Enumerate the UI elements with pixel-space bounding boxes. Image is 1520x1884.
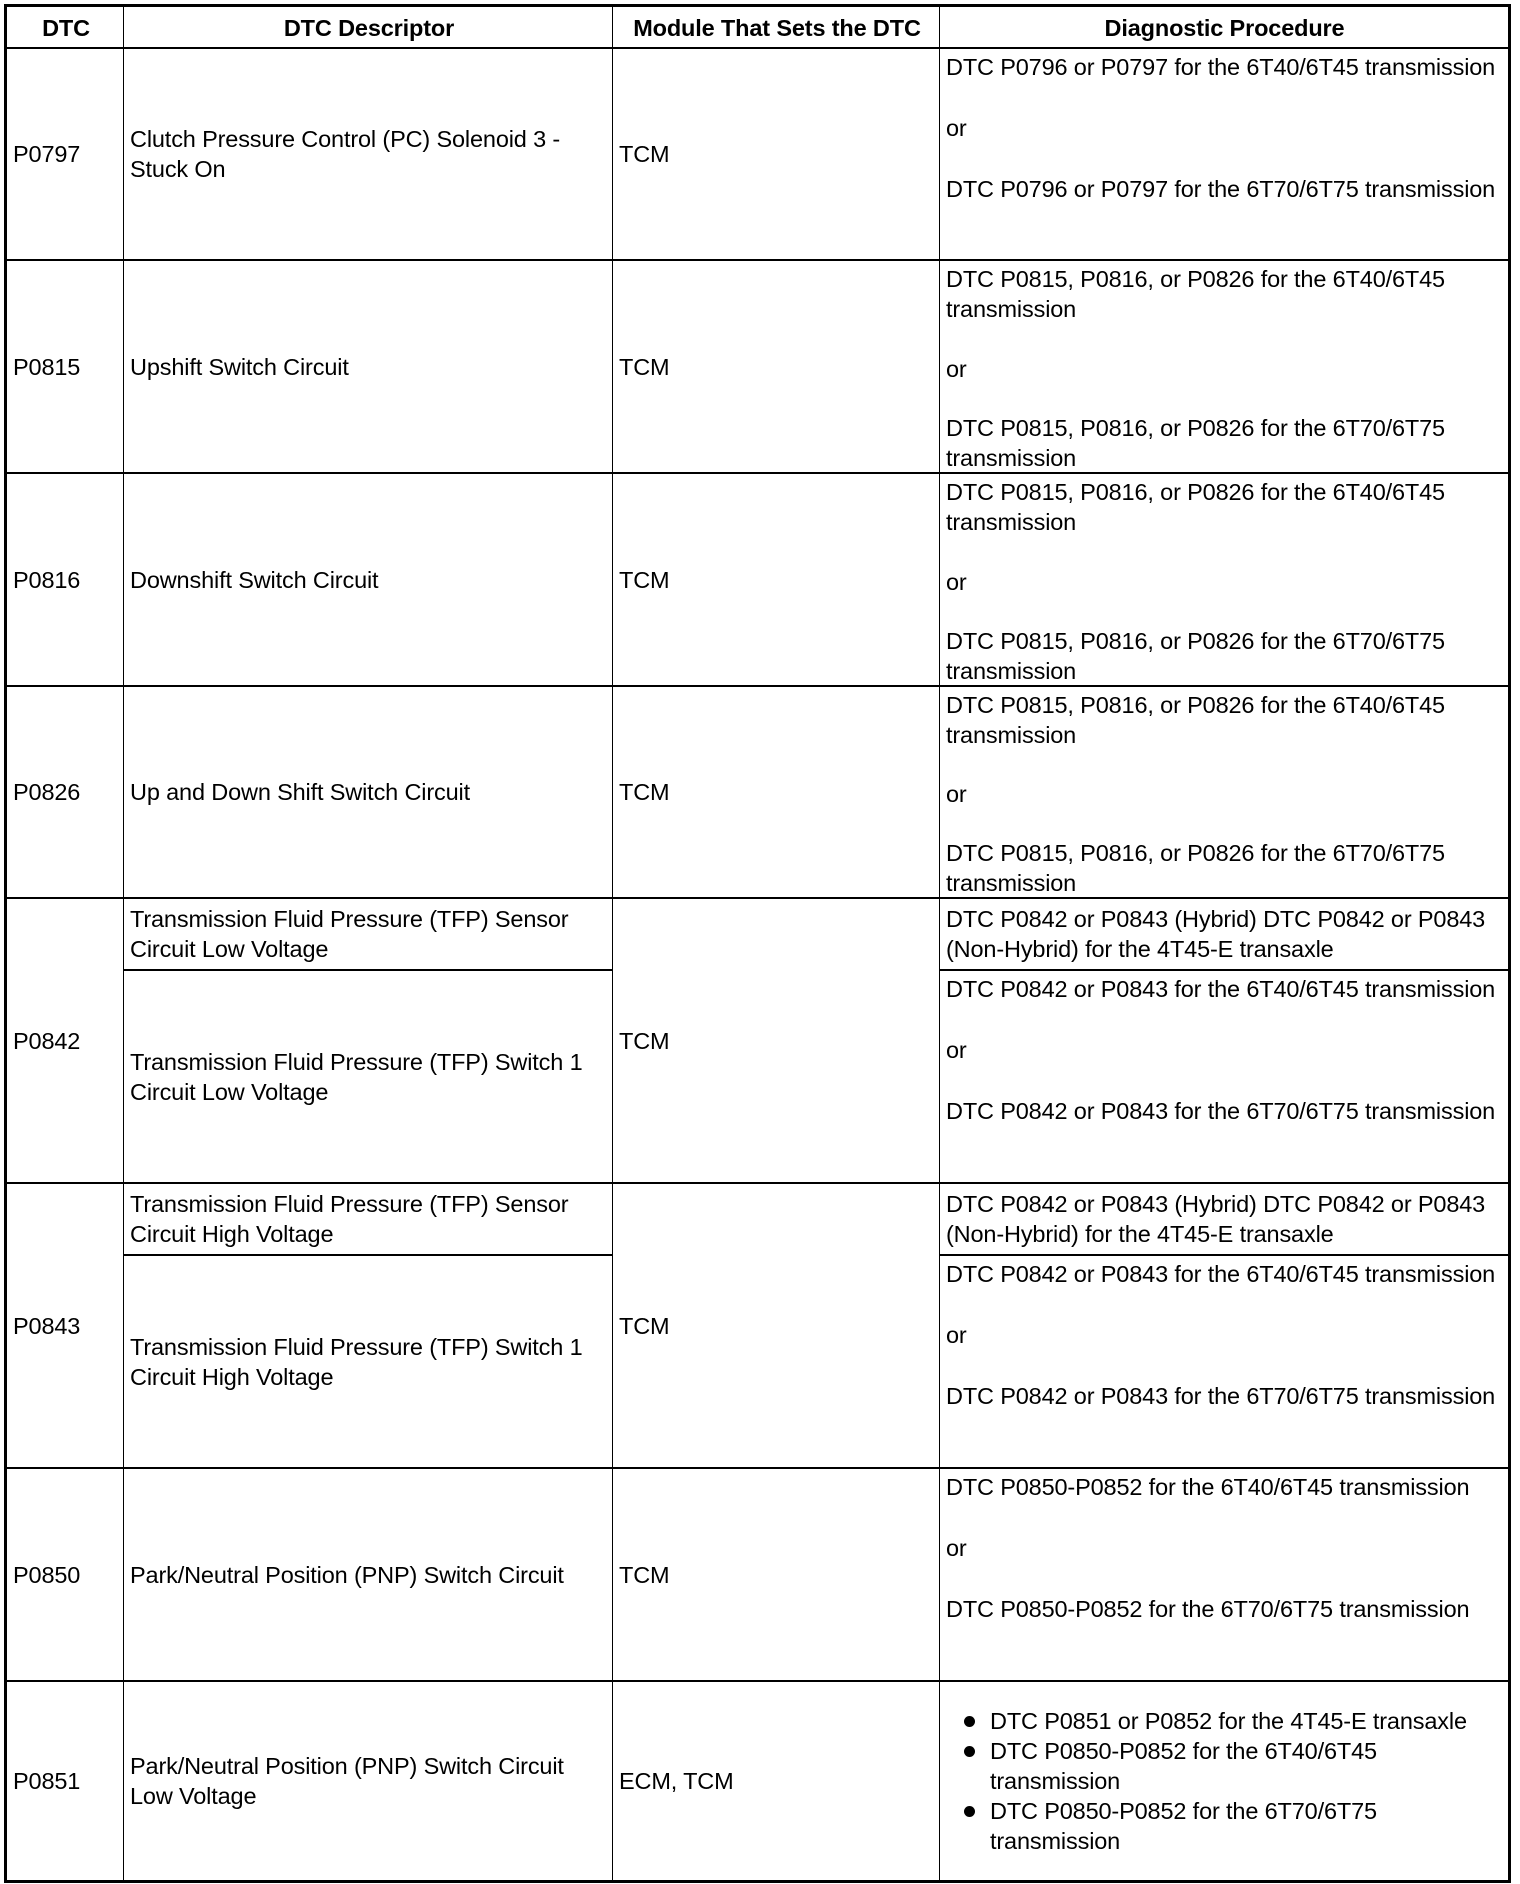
descriptor-cell — [124, 686, 613, 898]
or-separator: or — [946, 568, 967, 595]
paragraph-gap — [946, 1065, 1503, 1096]
bullet-icon — [964, 1716, 975, 1727]
procedure-link[interactable]: DTC P0815, P0816, or P0826 for the 6T40/6T45 transmission — [946, 692, 1445, 748]
procedure-link[interactable]: DTC P0796 or P0797 for the 6T70/6T75 transmission — [946, 176, 1496, 202]
module-name: TCM — [619, 1312, 670, 1339]
header-label: DTC Descriptor — [283, 14, 455, 41]
descriptor-cell — [124, 1681, 613, 1880]
descriptor-cell — [124, 970, 613, 1183]
procedure-link[interactable]: DTC P0851 or P0852 for the 4T45-E transaxle — [990, 1707, 1467, 1734]
or-separator: or — [946, 115, 967, 141]
header-label: Diagnostic Procedure — [1104, 14, 1345, 41]
dtc-code: P0842 — [13, 1027, 81, 1054]
descriptor-cell — [124, 1468, 613, 1681]
dtc-descriptor: Transmission Fluid Pressure (TFP) Switch 1 Circuit Low Voltage — [130, 1048, 583, 1105]
procedure-link[interactable]: DTC P0842 or P0843 (Hybrid) DTC P0842 or P0843 (Non-Hybrid) for the 4T45-E transaxle — [946, 1191, 1486, 1247]
module-cell — [613, 473, 940, 686]
header-label: DTC — [42, 14, 90, 41]
or-separator: or — [946, 1322, 967, 1348]
procedure-link[interactable]: DTC P0815, P0816, or P0826 for the 6T70/6T75 transmission — [946, 840, 1445, 896]
descriptor-cell — [124, 48, 613, 260]
dtc-descriptor: Park/Neutral Position (PNP) Switch Circuit — [130, 1561, 564, 1588]
dtc-code: P0851 — [13, 1767, 81, 1794]
header-descriptor — [124, 7, 613, 48]
module-cell — [613, 898, 940, 1183]
procedure-cell — [940, 48, 1508, 260]
procedure-link[interactable]: DTC P0815, P0816, or P0826 for the 6T40/6T45 transmission — [946, 479, 1445, 535]
dtc-code: P0850 — [13, 1561, 81, 1588]
procedure-link[interactable]: DTC P0850-P0852 for the 6T70/6T75 transmission — [990, 1797, 1377, 1854]
procedure-link[interactable]: DTC P0842 or P0843 for the 6T70/6T75 transmission — [946, 1383, 1496, 1409]
dtc-code-cell — [7, 473, 124, 686]
paragraph-gap — [946, 537, 1503, 567]
dtc-code: P0815 — [13, 353, 81, 380]
header-module — [613, 7, 940, 48]
dtc-descriptor: Transmission Fluid Pressure (TFP) Sensor Circuit High Voltage — [130, 1191, 569, 1247]
module-name: TCM — [619, 1027, 670, 1054]
dtc-descriptor: Transmission Fluid Pressure (TFP) Sensor Circuit Low Voltage — [130, 906, 569, 962]
dtc-descriptor: Up and Down Shift Switch Circuit — [130, 779, 471, 805]
procedure-link[interactable]: DTC P0796 or P0797 for the 6T40/6T45 transmission — [946, 54, 1496, 80]
procedure-cell — [940, 1255, 1508, 1468]
dtc-code-cell — [7, 686, 124, 898]
procedure-cell — [940, 898, 1508, 970]
descriptor-cell — [124, 898, 613, 970]
or-separator: or — [946, 355, 967, 382]
procedure-list-item — [946, 1796, 1503, 1856]
dtc-descriptor: Park/Neutral Position (PNP) Switch Circuit Low Voltage — [130, 1752, 564, 1809]
procedure-link[interactable]: DTC P0815, P0816, or P0826 for the 6T70/6T75 transmission — [946, 628, 1445, 684]
paragraph-gap — [946, 1289, 1503, 1320]
dtc-code: P0826 — [13, 779, 81, 805]
procedure-cell — [940, 1468, 1508, 1681]
procedure-link[interactable]: DTC P0842 or P0843 for the 6T40/6T45 transmission — [946, 976, 1496, 1002]
procedure-link[interactable]: DTC P0842 or P0843 for the 6T70/6T75 transmission — [946, 1098, 1496, 1124]
procedure-link[interactable]: DTC P0842 or P0843 (Hybrid) DTC P0842 or P0843 (Non-Hybrid) for the 4T45-E transaxle — [946, 906, 1486, 962]
module-cell — [613, 1681, 940, 1880]
dtc-table — [4, 4, 1511, 1883]
procedure-cell — [940, 970, 1508, 1183]
module-name: TCM — [619, 141, 670, 167]
paragraph-gap — [946, 143, 1503, 174]
descriptor-cell — [124, 1255, 613, 1468]
header-procedure — [940, 7, 1508, 48]
dtc-code-cell — [7, 48, 124, 260]
dtc-descriptor: Downshift Switch Circuit — [130, 566, 379, 593]
module-cell — [613, 1468, 940, 1681]
bullet-icon — [964, 1746, 975, 1757]
descriptor-cell — [124, 473, 613, 686]
or-separator: or — [946, 781, 967, 807]
module-cell — [613, 260, 940, 473]
bullet-icon — [964, 1806, 975, 1817]
paragraph-gap — [946, 82, 1503, 113]
header-dtc — [7, 7, 124, 48]
descriptor-cell — [124, 1183, 613, 1255]
paragraph-gap — [946, 1350, 1503, 1381]
sub-row-divider — [124, 969, 613, 971]
paragraph-gap — [946, 1502, 1503, 1533]
procedure-cell — [940, 260, 1508, 473]
or-separator: or — [946, 1535, 967, 1561]
procedure-list — [946, 1706, 1503, 1856]
module-name: TCM — [619, 566, 670, 593]
module-cell — [613, 48, 940, 260]
dtc-code-cell — [7, 260, 124, 473]
procedure-link[interactable]: DTC P0850-P0852 for the 6T70/6T75 transmission — [946, 1596, 1470, 1622]
procedure-link[interactable]: DTC P0842 or P0843 for the 6T40/6T45 transmission — [946, 1261, 1496, 1287]
dtc-descriptor: Clutch Pressure Control (PC) Solenoid 3 - Stuck On — [130, 126, 561, 182]
module-cell — [613, 1183, 940, 1468]
module-name: ECM, TCM — [619, 1767, 734, 1794]
or-separator: or — [946, 1037, 967, 1063]
module-name: TCM — [619, 353, 670, 380]
paragraph-gap — [946, 750, 1503, 779]
dtc-descriptor: Upshift Switch Circuit — [130, 353, 349, 380]
module-name: TCM — [619, 779, 670, 805]
procedure-list-item — [946, 1706, 1503, 1736]
dtc-code: P0797 — [13, 141, 81, 167]
descriptor-cell — [124, 260, 613, 473]
dtc-descriptor: Transmission Fluid Pressure (TFP) Switch 1 Circuit High Voltage — [130, 1333, 583, 1390]
procedure-cell — [940, 1183, 1508, 1255]
procedure-cell — [940, 686, 1508, 898]
procedure-link[interactable]: DTC P0850-P0852 for the 6T40/6T45 transmission — [990, 1737, 1377, 1794]
sub-row-divider — [124, 1254, 613, 1256]
dtc-code-cell — [7, 1183, 124, 1468]
paragraph-gap — [946, 597, 1503, 627]
dtc-code-cell — [7, 1468, 124, 1681]
paragraph-gap — [946, 1004, 1503, 1035]
dtc-code-cell — [7, 1681, 124, 1880]
dtc-code: P0816 — [13, 566, 81, 593]
paragraph-gap — [946, 809, 1503, 838]
paragraph-gap — [946, 1563, 1503, 1594]
procedure-link[interactable]: DTC P0850-P0852 for the 6T40/6T45 transmission — [946, 1474, 1470, 1500]
paragraph-gap — [946, 384, 1503, 414]
procedure-cell — [940, 1681, 1508, 1880]
module-name: TCM — [619, 1561, 670, 1588]
procedure-list-item — [946, 1736, 1503, 1796]
module-cell — [613, 686, 940, 898]
dtc-code: P0843 — [13, 1312, 81, 1339]
paragraph-gap — [946, 324, 1503, 354]
procedure-link[interactable]: DTC P0815, P0816, or P0826 for the 6T40/6T45 transmission — [946, 266, 1445, 322]
dtc-code-cell — [7, 898, 124, 1183]
procedure-cell — [940, 473, 1508, 686]
procedure-link[interactable]: DTC P0815, P0816, or P0826 for the 6T70/6T75 transmission — [946, 415, 1445, 471]
header-label: Module That Sets the DTC — [633, 14, 921, 41]
